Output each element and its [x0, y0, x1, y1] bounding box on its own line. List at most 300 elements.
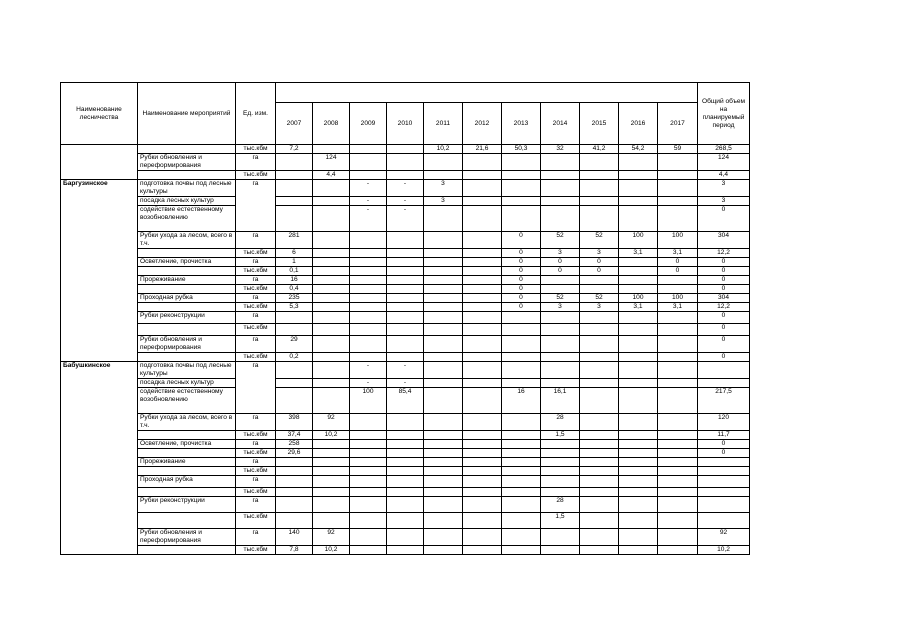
total-cell: 3	[698, 180, 750, 197]
value-cell	[276, 476, 313, 488]
value-cell: 0	[502, 232, 541, 249]
value-cell	[424, 294, 463, 303]
value-cell	[619, 467, 658, 476]
measure-cell: подготовка почвы под лесные культуры	[138, 362, 236, 379]
unit-cell: га	[236, 414, 276, 431]
value-cell	[580, 513, 619, 529]
value-cell	[619, 258, 658, 267]
value-cell	[580, 546, 619, 555]
value-cell	[276, 497, 313, 513]
value-cell	[350, 145, 387, 154]
table-row	[61, 353, 750, 362]
value-cell	[313, 476, 350, 488]
value-cell	[541, 353, 580, 362]
table-row	[61, 458, 750, 467]
unit-cell: тыс.кбм	[236, 467, 276, 476]
value-cell	[658, 379, 698, 388]
measure-cell: Рубки обновления и переформирования	[138, 336, 236, 353]
value-cell	[387, 324, 424, 336]
total-cell: 268,5	[698, 145, 750, 154]
value-cell: 235	[276, 294, 313, 303]
value-cell: 3,1	[619, 303, 658, 312]
unit-cell: тыс.кбм	[236, 267, 276, 276]
value-cell	[619, 324, 658, 336]
table-row	[61, 476, 750, 488]
value-cell	[580, 388, 619, 414]
header-forestry: Наименование лесничества	[61, 83, 138, 145]
value-cell	[387, 232, 424, 249]
value-cell	[619, 267, 658, 276]
measure-cell	[138, 285, 236, 294]
header-year: 2011	[424, 103, 463, 145]
value-cell	[502, 197, 541, 206]
table-row	[61, 336, 750, 353]
value-cell	[580, 467, 619, 476]
value-cell: 3	[580, 249, 619, 258]
value-cell	[502, 206, 541, 232]
value-cell	[350, 249, 387, 258]
value-cell	[276, 362, 313, 379]
unit-cell: тыс.кбм	[236, 171, 276, 180]
unit-cell: тыс.кбм	[236, 145, 276, 154]
value-cell	[580, 414, 619, 431]
header-unit: Ед. изм.	[236, 83, 276, 145]
table-row	[61, 497, 750, 513]
value-cell	[541, 488, 580, 497]
value-cell	[313, 258, 350, 267]
value-cell	[619, 414, 658, 431]
value-cell	[463, 303, 502, 312]
value-cell	[502, 154, 541, 171]
value-cell	[350, 324, 387, 336]
value-cell	[463, 431, 502, 440]
value-cell: 0,1	[276, 267, 313, 276]
value-cell	[350, 440, 387, 449]
measure-cell: Рубки реконструкции	[138, 497, 236, 513]
table-row	[61, 197, 750, 206]
measure-cell: Осветление, прочистка	[138, 440, 236, 449]
header-year: 2008	[313, 103, 350, 145]
value-cell	[619, 476, 658, 488]
unit-cell: тыс.кбм	[236, 249, 276, 258]
measure-cell	[138, 303, 236, 312]
value-cell: 3,1	[658, 249, 698, 258]
value-cell: -	[387, 379, 424, 388]
value-cell	[387, 449, 424, 458]
value-cell	[619, 513, 658, 529]
table-row	[61, 449, 750, 458]
value-cell	[541, 440, 580, 449]
value-cell	[350, 312, 387, 324]
value-cell	[502, 467, 541, 476]
table-row	[61, 258, 750, 267]
value-cell	[463, 294, 502, 303]
value-cell	[276, 197, 313, 206]
unit-cell: га	[236, 458, 276, 467]
value-cell	[424, 546, 463, 555]
value-cell	[350, 431, 387, 440]
unit-cell: га	[236, 154, 276, 171]
table-row	[61, 206, 750, 232]
value-cell: 258	[276, 440, 313, 449]
value-cell	[463, 449, 502, 458]
value-cell: 54,2	[619, 145, 658, 154]
unit-cell: тыс.кбм	[236, 449, 276, 458]
value-cell: 100	[619, 294, 658, 303]
value-cell	[463, 285, 502, 294]
value-cell	[313, 388, 350, 414]
value-cell	[424, 267, 463, 276]
value-cell	[387, 513, 424, 529]
value-cell	[313, 180, 350, 197]
value-cell	[387, 476, 424, 488]
measure-cell: Рубки реконструкции	[138, 312, 236, 324]
value-cell	[502, 497, 541, 513]
total-cell: 0	[698, 206, 750, 232]
total-cell: 0	[698, 267, 750, 276]
value-cell	[387, 294, 424, 303]
value-cell	[580, 440, 619, 449]
value-cell	[463, 324, 502, 336]
total-cell	[698, 467, 750, 476]
value-cell	[387, 431, 424, 440]
value-cell: -	[350, 206, 387, 232]
value-cell	[387, 458, 424, 467]
header-year: 2017	[658, 103, 698, 145]
unit-cell: га	[236, 529, 276, 546]
value-cell	[387, 171, 424, 180]
value-cell	[502, 414, 541, 431]
measure-cell	[138, 324, 236, 336]
measure-cell: посадка лесных культур	[138, 379, 236, 388]
value-cell	[619, 197, 658, 206]
header-year: 2016	[619, 103, 658, 145]
value-cell	[313, 303, 350, 312]
value-cell	[313, 362, 350, 379]
value-cell	[658, 414, 698, 431]
measure-cell: Рубки ухода за лесом, всего в т.ч.	[138, 232, 236, 249]
value-cell	[424, 285, 463, 294]
value-cell	[463, 440, 502, 449]
total-cell	[698, 476, 750, 488]
value-cell	[387, 312, 424, 324]
value-cell: -	[387, 206, 424, 232]
total-cell	[698, 488, 750, 497]
value-cell	[313, 336, 350, 353]
value-cell	[313, 285, 350, 294]
value-cell	[580, 324, 619, 336]
unit-cell: га	[236, 180, 276, 232]
value-cell	[541, 154, 580, 171]
value-cell	[387, 145, 424, 154]
value-cell	[658, 197, 698, 206]
value-cell	[502, 379, 541, 388]
value-cell	[276, 180, 313, 197]
value-cell	[424, 303, 463, 312]
unit-cell: тыс.кбм	[236, 324, 276, 336]
value-cell	[619, 171, 658, 180]
table-row	[61, 431, 750, 440]
value-cell	[541, 362, 580, 379]
value-cell	[313, 294, 350, 303]
value-cell	[580, 379, 619, 388]
value-cell: 7,8	[276, 546, 313, 555]
value-cell	[313, 467, 350, 476]
unit-cell: га	[236, 476, 276, 488]
value-cell	[619, 353, 658, 362]
value-cell: 1,5	[541, 431, 580, 440]
header-measure: Наименование мероприятий	[138, 83, 236, 145]
value-cell	[350, 258, 387, 267]
measure-cell	[138, 488, 236, 497]
value-cell	[580, 336, 619, 353]
value-cell	[580, 276, 619, 285]
value-cell	[541, 206, 580, 232]
value-cell	[580, 497, 619, 513]
value-cell	[619, 546, 658, 555]
measure-cell	[138, 449, 236, 458]
table-row	[61, 440, 750, 449]
value-cell	[350, 336, 387, 353]
value-cell	[387, 267, 424, 276]
unit-cell: га	[236, 362, 276, 414]
value-cell: 100	[350, 388, 387, 414]
value-cell	[424, 379, 463, 388]
value-cell	[658, 206, 698, 232]
value-cell	[619, 497, 658, 513]
total-cell	[698, 362, 750, 379]
table-row	[61, 303, 750, 312]
unit-cell: га	[236, 294, 276, 303]
value-cell	[424, 324, 463, 336]
value-cell	[541, 458, 580, 467]
total-cell: 0	[698, 258, 750, 267]
value-cell	[463, 276, 502, 285]
value-cell	[387, 154, 424, 171]
value-cell	[463, 362, 502, 379]
table-row	[61, 324, 750, 336]
value-cell	[313, 249, 350, 258]
table-row	[61, 145, 750, 154]
value-cell	[658, 497, 698, 513]
unit-cell: тыс.кбм	[236, 488, 276, 497]
value-cell	[619, 431, 658, 440]
value-cell	[463, 312, 502, 324]
value-cell	[276, 171, 313, 180]
value-cell	[350, 414, 387, 431]
value-cell	[541, 276, 580, 285]
header-row-top	[61, 83, 750, 103]
value-cell	[619, 379, 658, 388]
value-cell	[580, 353, 619, 362]
total-cell: 3	[698, 197, 750, 206]
value-cell	[541, 476, 580, 488]
value-cell	[658, 458, 698, 467]
value-cell: 29	[276, 336, 313, 353]
value-cell	[276, 388, 313, 414]
value-cell	[424, 440, 463, 449]
value-cell	[541, 180, 580, 197]
value-cell	[387, 546, 424, 555]
measure-cell	[138, 546, 236, 555]
total-cell: 0	[698, 276, 750, 285]
value-cell	[313, 513, 350, 529]
value-cell	[424, 353, 463, 362]
value-cell	[463, 529, 502, 546]
value-cell	[580, 312, 619, 324]
value-cell	[658, 476, 698, 488]
value-cell	[658, 431, 698, 440]
value-cell	[580, 206, 619, 232]
value-cell: 0	[580, 267, 619, 276]
table-row	[61, 467, 750, 476]
value-cell	[350, 232, 387, 249]
value-cell	[502, 546, 541, 555]
table-row	[61, 232, 750, 249]
value-cell: 92	[313, 414, 350, 431]
value-cell	[619, 206, 658, 232]
value-cell	[276, 488, 313, 497]
measure-cell: посадка лесных культур	[138, 197, 236, 206]
header-years-span	[276, 83, 698, 103]
value-cell: -	[387, 197, 424, 206]
value-cell	[658, 449, 698, 458]
value-cell: 0,2	[276, 353, 313, 362]
value-cell	[580, 154, 619, 171]
table-row	[61, 388, 750, 414]
value-cell	[580, 529, 619, 546]
value-cell	[502, 353, 541, 362]
header-year: 2010	[387, 103, 424, 145]
value-cell	[463, 488, 502, 497]
value-cell: 1,5	[541, 513, 580, 529]
value-cell	[424, 497, 463, 513]
unit-cell: тыс.кбм	[236, 353, 276, 362]
value-cell	[502, 362, 541, 379]
value-cell	[463, 458, 502, 467]
header-total: Общий объем на планируемый период	[698, 83, 750, 145]
value-cell: -	[387, 180, 424, 197]
unit-cell: тыс.кбм	[236, 285, 276, 294]
value-cell: 10,2	[313, 546, 350, 555]
measure-cell: Прореживание	[138, 276, 236, 285]
value-cell	[463, 197, 502, 206]
unit-cell: тыс.кбм	[236, 431, 276, 440]
value-cell	[276, 458, 313, 467]
value-cell	[541, 324, 580, 336]
value-cell	[619, 529, 658, 546]
value-cell	[276, 154, 313, 171]
value-cell	[350, 458, 387, 467]
value-cell	[619, 458, 658, 467]
value-cell: 6	[276, 249, 313, 258]
value-cell	[619, 440, 658, 449]
forest-activities-table	[60, 82, 750, 555]
unit-cell: тыс.кбм	[236, 546, 276, 555]
value-cell: 0,4	[276, 285, 313, 294]
value-cell	[619, 312, 658, 324]
value-cell	[276, 324, 313, 336]
value-cell	[350, 513, 387, 529]
measure-cell: содействие естественному возобновлению	[138, 388, 236, 414]
value-cell	[502, 449, 541, 458]
value-cell	[619, 285, 658, 294]
forestry-name-cell	[61, 145, 138, 180]
value-cell: 16	[502, 388, 541, 414]
header-year: 2009	[350, 103, 387, 145]
value-cell	[619, 180, 658, 197]
value-cell	[350, 171, 387, 180]
value-cell	[658, 324, 698, 336]
value-cell: 3,1	[658, 303, 698, 312]
value-cell: 0	[502, 303, 541, 312]
value-cell: 3	[541, 303, 580, 312]
value-cell	[387, 336, 424, 353]
value-cell	[424, 312, 463, 324]
value-cell	[580, 458, 619, 467]
table-row	[61, 171, 750, 180]
value-cell: 0	[502, 258, 541, 267]
value-cell: 16	[276, 276, 313, 285]
value-cell: 1	[276, 258, 313, 267]
total-cell	[698, 497, 750, 513]
unit-cell: га	[236, 276, 276, 285]
value-cell	[387, 249, 424, 258]
value-cell	[463, 267, 502, 276]
value-cell: 0	[502, 249, 541, 258]
measure-cell	[138, 467, 236, 476]
value-cell	[658, 440, 698, 449]
value-cell: 28	[541, 414, 580, 431]
value-cell	[541, 312, 580, 324]
value-cell	[463, 232, 502, 249]
value-cell	[658, 362, 698, 379]
table-row	[61, 154, 750, 171]
value-cell	[463, 388, 502, 414]
value-cell: 3	[424, 180, 463, 197]
value-cell	[424, 467, 463, 476]
value-cell	[313, 449, 350, 458]
value-cell	[658, 276, 698, 285]
unit-cell: га	[236, 258, 276, 267]
value-cell	[276, 312, 313, 324]
value-cell	[424, 529, 463, 546]
value-cell	[424, 249, 463, 258]
value-cell	[580, 488, 619, 497]
value-cell	[463, 249, 502, 258]
value-cell	[424, 276, 463, 285]
table-row	[61, 414, 750, 431]
value-cell	[502, 476, 541, 488]
value-cell	[313, 206, 350, 232]
total-cell: 0	[698, 312, 750, 324]
value-cell	[463, 171, 502, 180]
forestry-name-cell: Бабушкинское	[61, 362, 138, 555]
value-cell: 85,4	[387, 388, 424, 414]
header-year: 2012	[463, 103, 502, 145]
value-cell	[502, 458, 541, 467]
value-cell	[387, 529, 424, 546]
unit-cell: тыс.кбм	[236, 513, 276, 529]
value-cell: 3,1	[619, 249, 658, 258]
value-cell: -	[350, 197, 387, 206]
unit-cell: га	[236, 497, 276, 513]
value-cell	[619, 276, 658, 285]
value-cell	[658, 488, 698, 497]
total-cell: 12,2	[698, 303, 750, 312]
measure-cell: Прореживание	[138, 458, 236, 467]
total-cell: 4,4	[698, 171, 750, 180]
